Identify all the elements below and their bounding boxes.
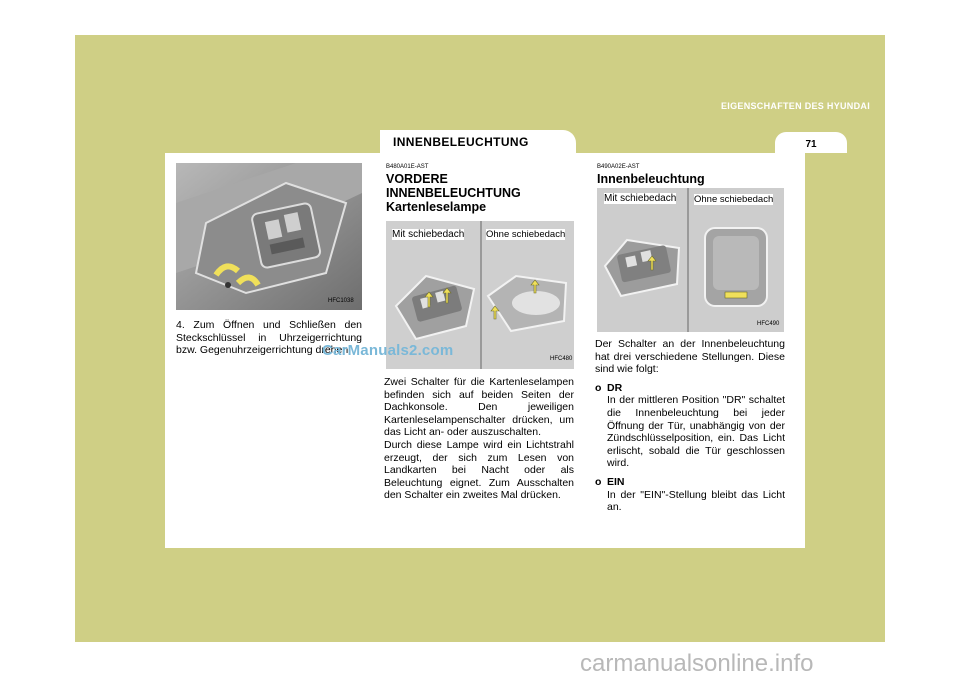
page-number: 71 [775, 132, 847, 153]
figure-code-right: HFC490 [757, 321, 780, 327]
list-item-text: In der "EIN"-Stellung bleibt das Licht an. [607, 488, 785, 514]
label-with-sunroof-middle: Mit schiebedach [392, 229, 465, 240]
figure-key-rotation [176, 163, 362, 310]
list-item-title: EIN [607, 475, 625, 488]
chapter-title: EIGENSCHAFTEN DES HYUNDAI [720, 101, 870, 111]
step-text: Zum Öffnen und Schließen den Steckschlüssel in Uhrzeigerrichtung bzw. Gegenuhrzeigerrichtung drehen. [176, 319, 362, 357]
section-title-tab: INNENBELEUCHTUNG [380, 130, 576, 153]
label-without-sunroof-middle: Ohne schiebedach [486, 229, 566, 240]
paragraph-middle-1: Zwei Schalter für die Kartenleselampen befinden sich auf beiden Seiten der Dachkonsole. Den jeweiligen Kartenleselampenschalter drücken, um das Licht an- oder auszuschalten. [384, 376, 574, 439]
list-item-dr [595, 382, 785, 470]
list-marker: o [595, 381, 602, 394]
watermark-link[interactable]: CarManuals2.com [322, 342, 454, 359]
list-item-ein [595, 476, 785, 514]
list-item-title: DR [607, 381, 623, 394]
label-without-sunroof-right: Ohne schiebedach [694, 194, 774, 205]
step-number: 4. [176, 319, 185, 331]
heading-middle [386, 172, 521, 214]
heading-line-3: Kartenleselampe [386, 200, 487, 214]
footer-watermark-link[interactable]: carmanualsonline.info [580, 650, 814, 677]
paragraph-middle-2: Durch diese Lampe wird ein Lichtstrahl erzeugt, der sich zum Lesen von Landkarten bei Nacht oder als Beleuchtung eignet. Zum Ausschalten den Schalter ein zweites Mal drücken. [384, 438, 574, 502]
paragraph-right [595, 338, 785, 514]
section-code-right: B490A02E-AST [597, 164, 640, 170]
heading-line-2: INNENBELEUCHTUNG [386, 186, 521, 200]
chapter-number: 1 [889, 62, 903, 89]
figure-code-middle: HFC480 [550, 356, 573, 362]
figure-interior-lamp [597, 188, 784, 332]
figure-code-left: HFC1038 [328, 298, 354, 304]
label-with-sunroof-right: Mit schiebedach [604, 193, 677, 204]
heading-right: Innenbeleuchtung [597, 172, 705, 186]
heading-line-1: VORDERE [386, 172, 448, 186]
paragraph-right-intro: Der Schalter an der Innenbeleuchtung hat drei verschiedene Stellungen. Diese sind wie folgt: [595, 338, 785, 376]
section-code-middle: B480A01E-AST [386, 164, 429, 170]
list-marker: o [595, 475, 602, 488]
paragraph-middle [384, 376, 574, 502]
list-item-text: In der mittleren Position "DR" schaltet die Innenbeleuchtung bei jeder Öffnung der Tür, unabhängig von der Zündschlüsselposition, ein. Das Licht erlischt, sobald die Tür geschlossen wird. [607, 394, 785, 470]
